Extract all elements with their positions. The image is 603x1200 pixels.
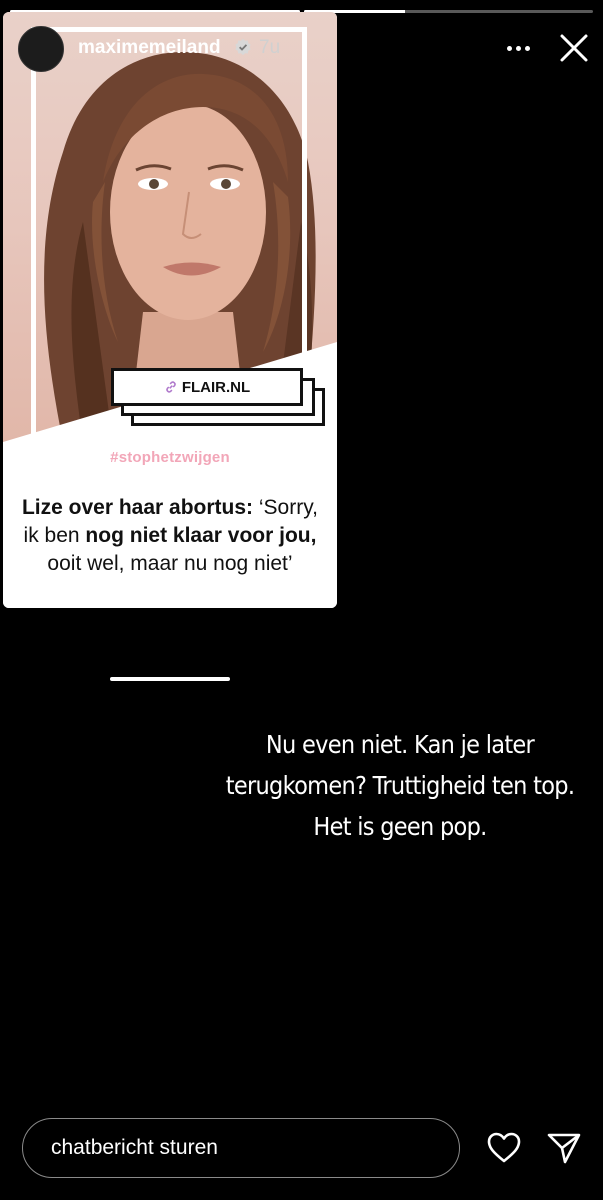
swipe-indicator	[110, 677, 230, 681]
verified-icon	[234, 38, 252, 56]
caption-line: Nu even niet. Kan je later	[265, 730, 535, 759]
progress-segment-2	[304, 10, 594, 13]
headline-part: nog niet klaar voor jou,	[85, 524, 317, 547]
story-caption	[220, 724, 580, 847]
post-hashtag: #stophetzwijgen	[110, 449, 230, 466]
story-time: 7u	[259, 37, 281, 58]
caption-line: Het is geen pop.	[313, 812, 487, 841]
headline-part: ‘Sorry, ik ben	[23, 496, 318, 547]
heart-icon[interactable]	[486, 1130, 522, 1166]
shared-post-card[interactable]	[3, 12, 337, 608]
close-icon[interactable]	[558, 32, 590, 64]
avatar[interactable]	[18, 26, 64, 72]
send-icon[interactable]	[546, 1130, 582, 1166]
reply-placeholder: chatbericht sturen	[51, 1136, 218, 1159]
link-label: FLAIR.NL	[181, 378, 251, 396]
more-icon[interactable]	[504, 37, 532, 59]
headline-part: ooit wel, maar nu nog niet’	[47, 552, 293, 575]
link-sticker[interactable]	[111, 368, 303, 406]
caption-line: terugkomen? Truttigheid ten top.	[225, 771, 575, 800]
headline-part: Lize over haar abortus:	[21, 496, 254, 519]
link-icon	[164, 380, 178, 394]
reply-input[interactable]	[22, 1118, 460, 1178]
post-headline	[19, 494, 321, 578]
story-username[interactable]: maximemeiland	[78, 37, 221, 58]
